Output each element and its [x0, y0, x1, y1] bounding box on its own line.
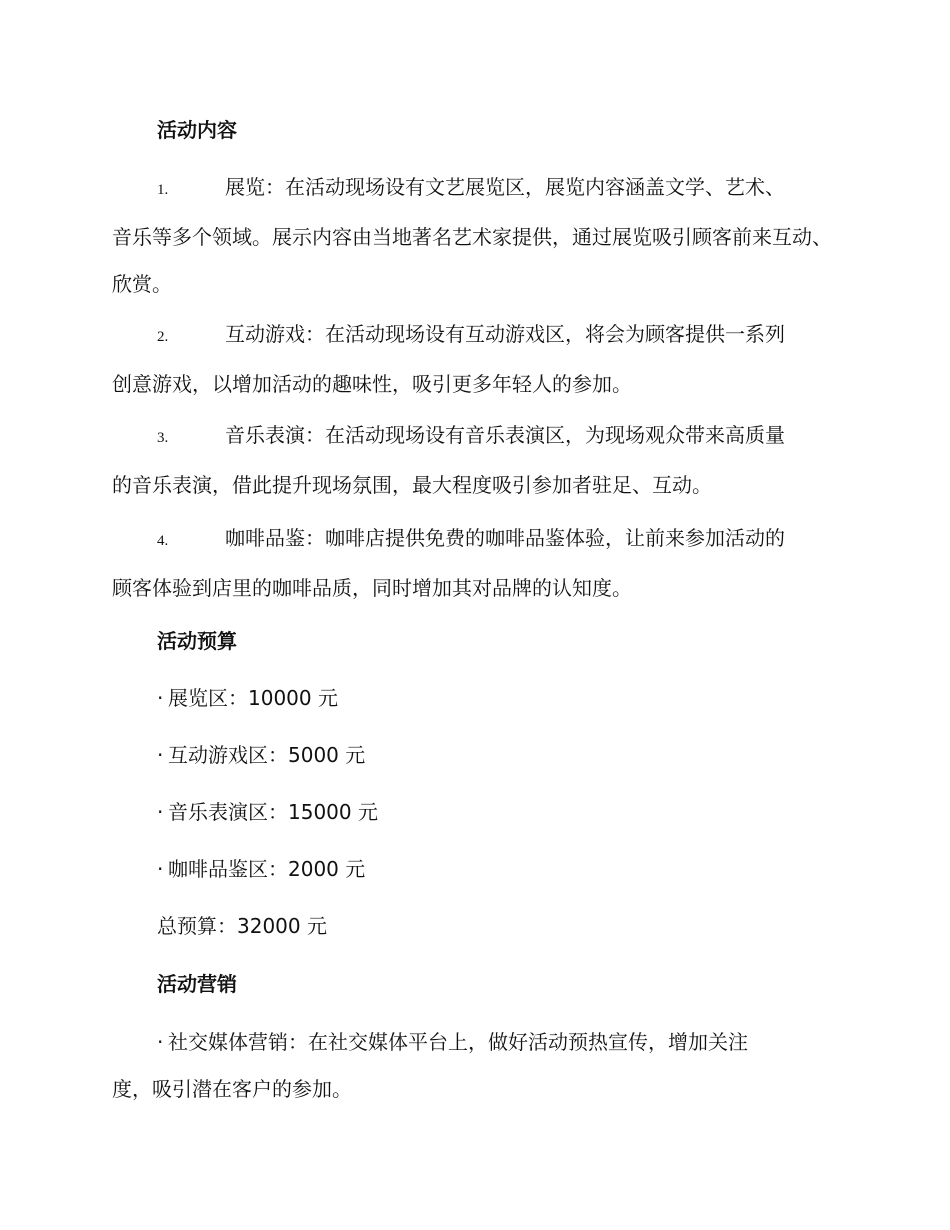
bullet-dot: · [157, 686, 164, 710]
marketing-item-continuation: 度，吸引潜在客户的参加。 [112, 1077, 352, 1101]
budget-item-4 [157, 855, 365, 883]
budget-item-1 [157, 684, 338, 712]
item-text: 咖啡品鉴：咖啡店提供免费的咖啡品鉴体验，让前来参加活动的 [225, 526, 785, 550]
item-text: 互动游戏：在活动现场设有互动游戏区，将会为顾客提供一系列 [225, 322, 785, 346]
budget-item-text: 音乐表演区：15000 元 [168, 800, 378, 824]
bullet-dot: · [157, 857, 164, 881]
budget-total: 总预算：32000 元 [157, 914, 327, 938]
item-continuation: 顾客体验到店里的咖啡品质，同时增加其对品牌的认知度。 [112, 576, 632, 600]
content-item-4-first-line [112, 515, 842, 565]
section-heading-budget: 活动预算 [157, 629, 237, 653]
budget-item-2 [157, 741, 365, 769]
item-text: 展览：在活动现场设有文艺展览区，展览内容涵盖文学、艺术、 [225, 175, 785, 199]
budget-item-text: 展览区：10000 元 [168, 686, 338, 710]
bullet-dot: · [157, 800, 164, 824]
bullet-dot: · [157, 1030, 164, 1054]
content-item-1 [112, 164, 842, 308]
item-number: 1. [157, 182, 169, 198]
bullet-dot: · [157, 743, 164, 767]
marketing-item-social [112, 1019, 842, 1113]
marketing-item-text: 社交媒体营销：在社交媒体平台上，做好活动预热宣传，增加关注 [168, 1030, 748, 1054]
item-continuation: 音乐等多个领域。展示内容由当地著名艺术家提供，通过展览吸引顾客前来互动、欣赏。 [112, 225, 832, 296]
section-heading-marketing: 活动营销 [157, 972, 237, 996]
section-heading-content: 活动内容 [157, 118, 237, 142]
item-continuation: 创意游戏，以增加活动的趣味性，吸引更多年轻人的参加。 [112, 372, 632, 396]
content-item-2 [112, 311, 842, 408]
item-number: 2. [157, 329, 169, 345]
marketing-item-first-line [112, 1019, 842, 1066]
content-item-3-first-line [112, 412, 842, 462]
budget-item-3 [157, 798, 378, 826]
budget-item-text: 咖啡品鉴区：2000 元 [168, 857, 366, 881]
content-item-2-first-line [112, 311, 842, 361]
content-item-1-first-line [112, 164, 842, 214]
content-item-4 [112, 515, 842, 612]
item-number: 4. [157, 533, 169, 549]
item-continuation: 的音乐表演，借此提升现场氛围，最大程度吸引参加者驻足、互动。 [112, 473, 712, 497]
item-number: 3. [157, 430, 169, 446]
item-text: 音乐表演：在活动现场设有音乐表演区，为现场观众带来高质量 [225, 423, 785, 447]
content-item-3 [112, 412, 842, 509]
budget-item-text: 互动游戏区：5000 元 [168, 743, 366, 767]
